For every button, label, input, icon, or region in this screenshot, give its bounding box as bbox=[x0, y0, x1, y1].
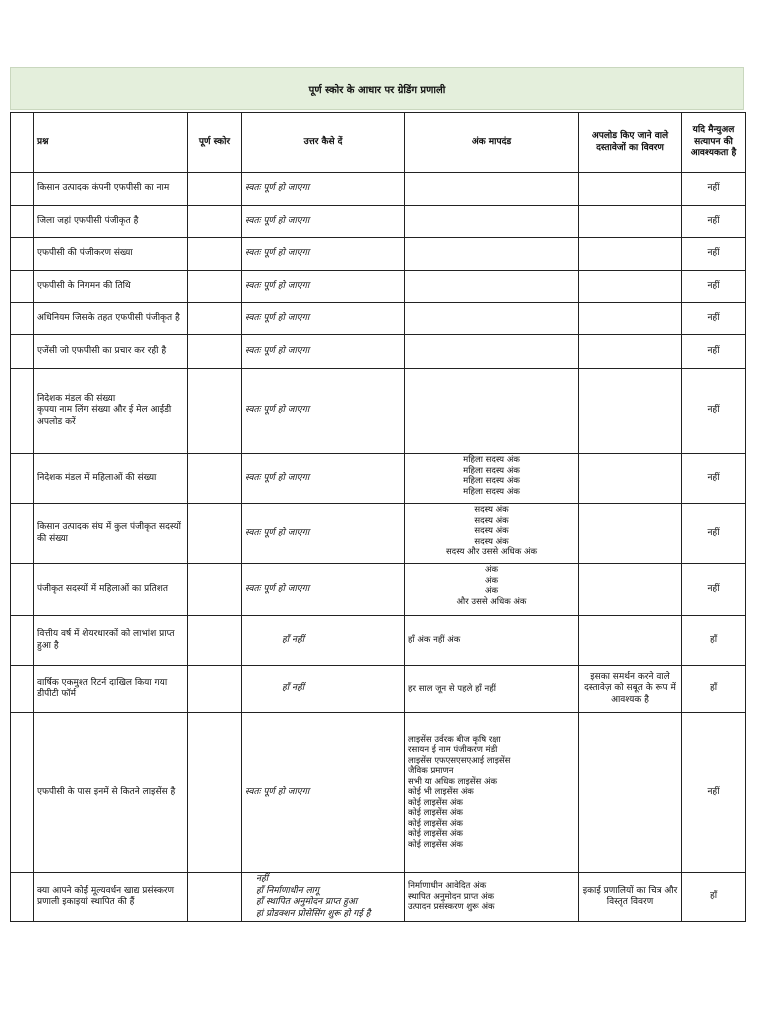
question-line: वित्तीय वर्ष में शेयरधारकों को लाभांश प्राप्त हुआ है bbox=[37, 629, 175, 651]
documents-cell: इसका समर्थन करने वाले दस्तावेज़ को सबूत के रूप में आवश्यक है bbox=[579, 666, 682, 713]
answer-cell: स्वतः पूर्ण हो जाएगा bbox=[242, 564, 405, 616]
question-line: निदेशक मंडल की संख्या bbox=[37, 393, 116, 404]
question-line: किसान उत्पादक संघ में कुल पंजीकृत सदस्यों की संख्या bbox=[37, 522, 181, 544]
documents-header: अपलोड किए जाने वाले दस्तावेजों का विवरण bbox=[579, 113, 682, 173]
marking-criteria-cell bbox=[405, 271, 579, 303]
page-title: पूर्ण स्कोर के आधार पर ग्रेडिंग प्रणाली bbox=[10, 67, 744, 110]
documents-cell bbox=[579, 564, 682, 616]
question-line: एफपीसी के निगमन की तिथि bbox=[37, 280, 131, 291]
full-score-cell bbox=[188, 713, 242, 873]
documents-cell bbox=[579, 335, 682, 369]
criteria-line: हर साल जून से पहले हाँ नहीं bbox=[408, 683, 496, 694]
row-index-cell bbox=[11, 303, 34, 335]
answer-line: हां प्रोडक्शन प्रोसेसिंग शुरू हो गई है bbox=[256, 908, 371, 919]
question-cell bbox=[34, 303, 188, 335]
criteria-line: लाइसेंस उर्वरक बीज कृषि रक्षा bbox=[408, 734, 501, 745]
answer-cell bbox=[242, 873, 405, 922]
manual-verification-cell: नहीं bbox=[682, 335, 746, 369]
question-line: एफपीसी की पंजीकरण संख्या bbox=[37, 248, 133, 259]
question-cell bbox=[34, 173, 188, 206]
criteria-line: कोई भी लाइसेंस अंक bbox=[408, 787, 474, 798]
documents-cell bbox=[579, 616, 682, 666]
full-score-cell bbox=[188, 616, 242, 666]
table-row bbox=[11, 238, 746, 271]
answer-cell: स्वतः पूर्ण हो जाएगा bbox=[242, 504, 405, 564]
manual-verification-cell: नहीं bbox=[682, 238, 746, 271]
marking-criteria-cell bbox=[405, 303, 579, 335]
criteria-line: अंक bbox=[484, 575, 499, 586]
full-score-header: पूर्ण स्कोर bbox=[188, 113, 242, 173]
question-cell bbox=[34, 713, 188, 873]
row-index-cell bbox=[11, 616, 34, 666]
row-index-cell bbox=[11, 454, 34, 504]
question-cell bbox=[34, 666, 188, 713]
manual-verification-cell: हाँ bbox=[682, 666, 746, 713]
marking-criteria-cell bbox=[405, 335, 579, 369]
answer-cell: स्वतः पूर्ण हो जाएगा bbox=[242, 271, 405, 303]
question-line: किसान उत्पादक कंपनी एफपीसी का नाम bbox=[37, 183, 170, 194]
answer-cell: स्वतः पूर्ण हो जाएगा bbox=[242, 303, 405, 335]
marking-criteria-cell bbox=[405, 873, 579, 922]
answer-cell: स्वतः पूर्ण हो जाएगा bbox=[242, 369, 405, 454]
criteria-line: लाइसेंस एफएसएसएआई लाइसेंस bbox=[408, 755, 511, 766]
documents-cell: इकाई प्रणालियों का चित्र और विस्तृत विवरण bbox=[579, 873, 682, 922]
question-header: प्रश्न bbox=[34, 113, 188, 173]
documents-cell bbox=[579, 713, 682, 873]
marking-criteria-cell bbox=[405, 666, 579, 713]
manual-verification-cell: हाँ bbox=[682, 873, 746, 922]
table-row bbox=[11, 454, 746, 504]
question-cell bbox=[34, 454, 188, 504]
answer-cell: स्वतः पूर्ण हो जाएगा bbox=[242, 454, 405, 504]
manual-verification-header: यदि मैन्युअल सत्यापन की आवश्यकता है bbox=[682, 113, 746, 173]
table-row bbox=[11, 873, 746, 922]
full-score-cell bbox=[188, 303, 242, 335]
question-cell bbox=[34, 873, 188, 922]
table-body bbox=[11, 173, 746, 922]
full-score-cell bbox=[188, 873, 242, 922]
marking-criteria-cell bbox=[405, 369, 579, 454]
question-cell bbox=[34, 369, 188, 454]
question-line: जिला जहां एफपीसी पंजीकृत है bbox=[37, 215, 139, 226]
table-row bbox=[11, 504, 746, 564]
row-index-cell bbox=[11, 335, 34, 369]
row-index-cell bbox=[11, 873, 34, 922]
criteria-line: कोई लाइसेंस अंक bbox=[408, 839, 463, 850]
answer-cell: स्वतः पूर्ण हो जाएगा bbox=[242, 206, 405, 238]
manual-verification-cell: नहीं bbox=[682, 271, 746, 303]
full-score-cell bbox=[188, 369, 242, 454]
marking-criteria-cell bbox=[405, 206, 579, 238]
criteria-line: कोई लाइसेंस अंक bbox=[408, 808, 463, 819]
marking-criteria-cell bbox=[405, 504, 579, 564]
grading-table bbox=[10, 112, 746, 922]
marking-criteria-cell bbox=[405, 173, 579, 206]
full-score-cell bbox=[188, 504, 242, 564]
row-index-cell bbox=[11, 666, 34, 713]
table-row bbox=[11, 303, 746, 335]
manual-verification-cell: नहीं bbox=[682, 206, 746, 238]
table-row bbox=[11, 713, 746, 873]
criteria-line: सदस्य अंक bbox=[474, 536, 509, 547]
blank-header-cell bbox=[11, 113, 34, 173]
criteria-line: निर्माणाधीन आवेदित अंक bbox=[408, 881, 487, 892]
criteria-line: सभी या अधिक लाइसेंस अंक bbox=[408, 776, 497, 787]
criteria-line: महिला सदस्य अंक bbox=[463, 476, 520, 486]
criteria-line: कोई लाइसेंस अंक bbox=[408, 818, 463, 829]
manual-verification-cell: हाँ bbox=[682, 616, 746, 666]
criteria-line: सदस्य और उससे अधिक अंक bbox=[445, 547, 538, 557]
table-row bbox=[11, 564, 746, 616]
manual-verification-cell: नहीं bbox=[682, 173, 746, 206]
answer-cell: स्वतः पूर्ण हो जाएगा bbox=[242, 335, 405, 369]
question-line: क्या आपने कोई मूल्यवर्धन खाद्य प्रसंस्करण प्रणाली इकाइयां स्थापित की हैं bbox=[37, 885, 175, 907]
full-score-cell bbox=[188, 666, 242, 713]
criteria-line: रसायन ई नाम पंजीकरण मंडी bbox=[408, 745, 498, 756]
criteria-line: और उससे अधिक अंक bbox=[456, 596, 527, 607]
manual-verification-cell: नहीं bbox=[682, 504, 746, 564]
row-index-cell bbox=[11, 564, 34, 616]
answer-cell: स्वतः पूर्ण हो जाएगा bbox=[242, 713, 405, 873]
marking-criteria-cell bbox=[405, 713, 579, 873]
answer-line: हाँ निर्माणाधीन लागू bbox=[256, 885, 320, 896]
marking-criteria-header: अंक मापदंड bbox=[405, 113, 579, 173]
row-index-cell bbox=[11, 713, 34, 873]
criteria-line: महिला सदस्य अंक bbox=[463, 486, 520, 497]
full-score-cell bbox=[188, 564, 242, 616]
question-line: निदेशक मंडल में महिलाओं की संख्या bbox=[37, 472, 157, 483]
manual-verification-cell: नहीं bbox=[682, 564, 746, 616]
documents-cell bbox=[579, 206, 682, 238]
row-index-cell bbox=[11, 504, 34, 564]
question-cell bbox=[34, 206, 188, 238]
question-line: एफपीसी के पास इनमें से कितने लाइसेंस है bbox=[37, 786, 176, 797]
criteria-line: महिला सदस्य अंक bbox=[463, 455, 520, 465]
answer-cell: हाँ नहीं bbox=[242, 666, 405, 713]
manual-verification-cell: नहीं bbox=[682, 303, 746, 335]
row-index-cell bbox=[11, 369, 34, 454]
documents-cell bbox=[579, 369, 682, 454]
documents-cell bbox=[579, 454, 682, 504]
criteria-line: अंक bbox=[484, 565, 499, 575]
documents-cell bbox=[579, 271, 682, 303]
full-score-cell bbox=[188, 238, 242, 271]
table-row bbox=[11, 206, 746, 238]
question-line: कृपया नाम लिंग संख्या और ई मेल आईडी अपलोड करें bbox=[37, 405, 172, 427]
criteria-line: उत्पादन प्रसंस्करण शुरू अंक bbox=[408, 902, 495, 913]
row-index-cell bbox=[11, 206, 34, 238]
table-row bbox=[11, 173, 746, 206]
criteria-line: स्थापित अनुमोदन प्राप्त अंक bbox=[408, 891, 495, 902]
marking-criteria-cell bbox=[405, 564, 579, 616]
answer-line: नहीं bbox=[256, 874, 269, 884]
manual-verification-cell: नहीं bbox=[682, 369, 746, 454]
documents-cell bbox=[579, 504, 682, 564]
answer-line: हाँ स्थापित अनुमोदन प्राप्त हुआ bbox=[256, 897, 358, 907]
answer-cell: हाँ नहीं bbox=[242, 616, 405, 666]
full-score-cell bbox=[188, 173, 242, 206]
how-to-answer-header: उत्तर कैसे दें bbox=[242, 113, 405, 173]
question-cell bbox=[34, 616, 188, 666]
marking-criteria-cell bbox=[405, 616, 579, 666]
manual-verification-cell: नहीं bbox=[682, 454, 746, 504]
criteria-line: कोई लाइसेंस अंक bbox=[408, 829, 463, 840]
marking-criteria-cell bbox=[405, 238, 579, 271]
marking-criteria-cell bbox=[405, 454, 579, 504]
answer-cell: स्वतः पूर्ण हो जाएगा bbox=[242, 238, 405, 271]
question-line: अधिनियम जिसके तहत एफपीसी पंजीकृत है bbox=[37, 312, 180, 323]
question-cell bbox=[34, 335, 188, 369]
full-score-cell bbox=[188, 454, 242, 504]
full-score-cell bbox=[188, 335, 242, 369]
question-cell bbox=[34, 564, 188, 616]
table-row bbox=[11, 616, 746, 666]
question-cell bbox=[34, 504, 188, 564]
documents-cell bbox=[579, 173, 682, 206]
criteria-line: महिला सदस्य अंक bbox=[463, 465, 520, 476]
table-row bbox=[11, 666, 746, 713]
criteria-line: कोई लाइसेंस अंक bbox=[408, 797, 463, 808]
documents-cell bbox=[579, 238, 682, 271]
criteria-line: अंक bbox=[484, 586, 499, 596]
question-cell bbox=[34, 238, 188, 271]
table-row bbox=[11, 369, 746, 454]
criteria-line: सदस्य अंक bbox=[474, 526, 509, 536]
full-score-cell bbox=[188, 206, 242, 238]
row-index-cell bbox=[11, 271, 34, 303]
criteria-line: हाँ अंक नहीं अंक bbox=[408, 635, 461, 646]
criteria-line: सदस्य अंक bbox=[474, 515, 509, 526]
row-index-cell bbox=[11, 238, 34, 271]
criteria-line: जैविक प्रमाणन bbox=[408, 766, 454, 777]
documents-cell bbox=[579, 303, 682, 335]
criteria-line: सदस्य अंक bbox=[474, 505, 509, 515]
question-line: एजेंसी जो एफपीसी का प्रचार कर रही है bbox=[37, 345, 167, 356]
row-index-cell bbox=[11, 173, 34, 206]
question-cell bbox=[34, 271, 188, 303]
header-row bbox=[11, 113, 746, 173]
question-line: वार्षिक एकमुश्त रिटर्न दाखिल किया गया डीपीटी फॉर्म bbox=[37, 677, 168, 699]
manual-verification-cell: नहीं bbox=[682, 713, 746, 873]
full-score-cell bbox=[188, 271, 242, 303]
table-row bbox=[11, 335, 746, 369]
question-line: पंजीकृत सदस्यों में महिलाओं का प्रतिशत bbox=[37, 583, 168, 594]
table-row bbox=[11, 271, 746, 303]
answer-cell: स्वतः पूर्ण हो जाएगा bbox=[242, 173, 405, 206]
